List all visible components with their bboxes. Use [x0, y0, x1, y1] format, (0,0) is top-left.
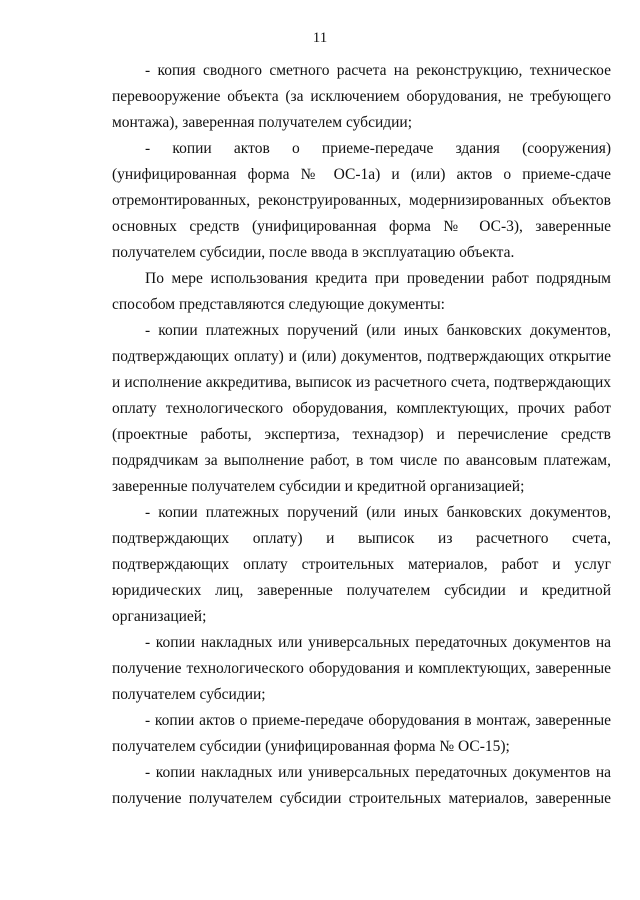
- text-line: подтверждающих оплату) и выписок из расчетного счета, подтверждающих: [112, 530, 611, 573]
- text-line: заверенные получателем субсидии и кредитной организацией;: [112, 478, 525, 495]
- paragraph-nakladnye-oborudovanie: [112, 630, 611, 708]
- text-line: - копии платежных поручений (или иных банковских документов,: [145, 322, 611, 339]
- paragraph-platezhnye-porucheniya-oborudovanie: [112, 318, 611, 500]
- text-line: - копии актов о приеме-передаче здания (сооружения): [145, 140, 611, 157]
- paragraph-platezhnye-porucheniya-materialy: [112, 500, 611, 630]
- text-line: подтверждающих оплату) и (или) документов, подтверждающих открытие и: [112, 348, 611, 391]
- text-line: исполнение аккредитива, выписок из расчетного счета, подтверждающих: [124, 374, 611, 391]
- text-line: - копии накладных или универсальных передаточных документов на: [145, 764, 611, 781]
- text-line: получателем субсидии;: [112, 686, 266, 703]
- paragraph-akty-os-1a-os-3: [112, 136, 611, 266]
- text-line: (проектные работы, экспертиза, технадзор) и перечисление средств: [112, 426, 611, 443]
- text-line: (унифицированная форма № ОС-1а) и (или) актов о приеме-сдаче: [112, 166, 611, 183]
- text-line: - копии актов о приеме-передаче оборудования в монтаж, заверенные: [145, 712, 611, 729]
- text-line: оплату технологического оборудования, комплектующих, прочих работ: [112, 400, 611, 417]
- paragraph-svodny-smetny-raschet: [112, 58, 611, 136]
- page-number: 11: [312, 30, 328, 46]
- text-line: перевооружение объекта (за исключением оборудования, не требующего: [112, 88, 611, 105]
- paragraph-nakladnye-materialy: [112, 760, 611, 812]
- text-line: монтажа), заверенная получателем субсидии;: [112, 114, 413, 131]
- text-line: основных средств (унифицированная форма № ОС-3), заверенные: [112, 218, 611, 235]
- text-line: способом представляются следующие документы:: [112, 296, 445, 313]
- text-line: получателем субсидии, после ввода в эксплуатацию объекта.: [112, 244, 515, 261]
- text-line: оплату строительных материалов, работ и услуг юридических лиц,: [112, 556, 611, 599]
- text-line: - копии накладных или универсальных передаточных документов на: [145, 634, 611, 651]
- text-line: По мере использования кредита при проведении работ подрядным: [145, 270, 611, 287]
- text-line: получение технологического оборудования и комплектующих, заверенные: [112, 660, 611, 677]
- paragraph-podryadny-sposob: [112, 266, 611, 318]
- text-line: получение получателем субсидии строительных материалов, заверенные: [112, 790, 611, 807]
- text-line: отремонтированных, реконструированных, модернизированных объектов: [112, 192, 611, 209]
- text-line: получателем субсидии (унифицированная форма № ОС-15);: [112, 738, 510, 755]
- paragraph-akty-os-15: [112, 708, 611, 760]
- document-body: [112, 58, 611, 812]
- text-line: - копии платежных поручений (или иных банковских документов,: [145, 504, 611, 521]
- text-line: - копия сводного сметного расчета на реконструкцию, техническое: [145, 62, 611, 79]
- text-line: подрядчикам за выполнение работ, в том числе по авансовым платежам,: [112, 452, 611, 469]
- text-line: заверенные получателем субсидии и кредитной организацией;: [112, 582, 611, 625]
